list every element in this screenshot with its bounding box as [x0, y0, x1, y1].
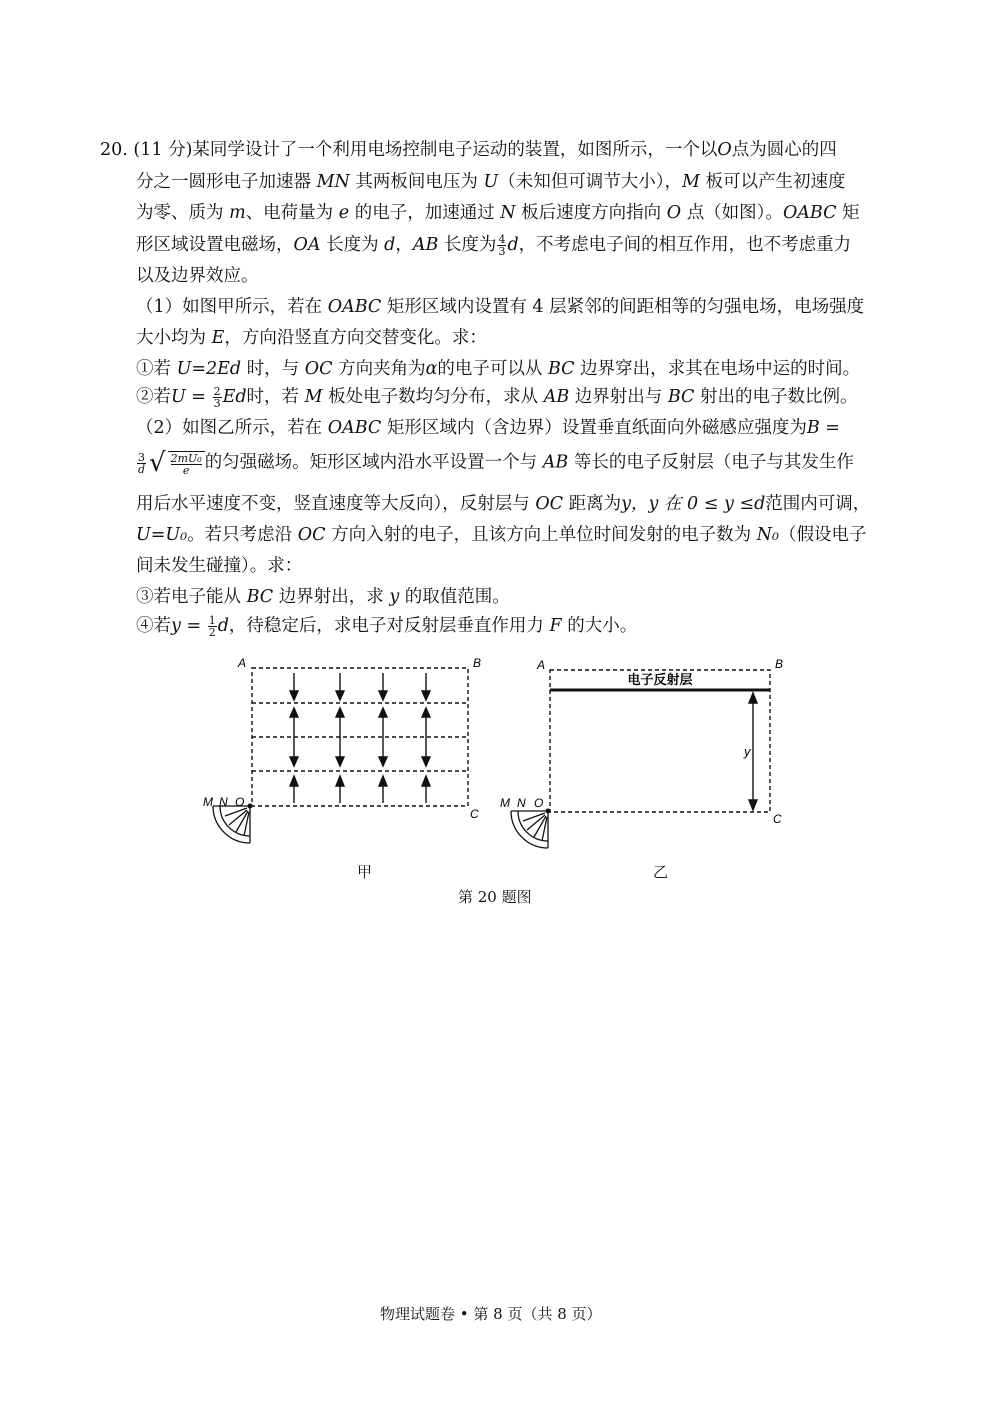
fraction-1-2: $\frac{1}{2}$: [208, 614, 216, 639]
label-a: A: [238, 656, 247, 670]
field-arrows: [290, 673, 430, 803]
reflection-layer-label: 电子反射层: [627, 672, 693, 687]
label-m: M: [203, 795, 213, 809]
question-line-4: 形区域设置电磁场，OA 长度为 d，AB 长度为 $\frac{4}{3}$ d，不考虑电子间的相互作用，也不考虑重力: [136, 233, 852, 258]
question-line-3: 为零、质为 m、电荷量为 e 的电子，加速通过 N 板后速度方向指向 O 点（如图）。OABC 矩: [136, 203, 860, 223]
label-o: O: [235, 795, 245, 809]
fraction-3-d: $\frac{3}{d}$: [137, 450, 146, 476]
part2-line-5: 间未发生碰撞）。求：: [136, 556, 303, 576]
part2-line-2: $\frac{3}{d}$ √ $\frac{\text{2mU₀}}{e}$ 的匀强磁场。矩形区域内沿水平设置一个与 AB 等长的电子反射层（电子与其发生作: [137, 448, 854, 478]
figure-jia: [195, 652, 495, 852]
accelerator-jia: [213, 806, 250, 843]
figure-label-jia: 甲: [357, 863, 373, 881]
sqrt-sign-icon: √: [149, 448, 166, 478]
fraction-2-3: $\frac{2}{3}$: [213, 385, 221, 410]
label-b-yi: B: [775, 657, 784, 671]
subquestion-3: ③若电子能从 BC 边界射出，求 y 的取值范围。: [136, 587, 510, 607]
page-footer: 物理试题卷 • 第 8 页（共 8 页）: [380, 1305, 602, 1323]
figure-label-yi: 乙: [653, 863, 669, 881]
label-m-yi: M: [500, 796, 510, 810]
subquestion-1: ①若 U=2Ed 时，与 OC 方向夹角为α的电子可以从 BC 边界穿出，求其在电场中运的时间。: [136, 359, 861, 379]
part2-line-1: （2）如图乙所示，若在 OABC 矩形区域内（含边界）设置垂直纸面向外磁感应强度为B =: [136, 418, 840, 438]
label-y: y: [744, 744, 751, 759]
figure-yi: [495, 652, 795, 852]
part2-line-3: 用后水平速度不变，竖直速度等大反向），反射层与 OC 距离为y，y 在 0 ≤ y ≤d范围内可调，: [136, 494, 871, 514]
question-line-1: 20. (11 分)某同学设计了一个利用电场控制电子运动的装置，如图所示，一个以O点为圆心的四: [100, 140, 837, 160]
question-line-2: 分之一圆形电子加速器 MN 其两板间电压为 U（未知但可调节大小），M 板可以产生初速度: [136, 172, 846, 192]
label-c: C: [470, 807, 479, 821]
label-n-yi: N: [517, 796, 526, 810]
part1-line-1: （1）如图甲所示，若在 OABC 矩形区域内设置有 4 层紧邻的间距相等的匀强电场，电场强度: [136, 297, 865, 317]
subquestion-4: ④若y = $\frac{1}{2}$ d，待稳定后，求电子对反射层垂直作用力 F 的大小。: [136, 614, 638, 639]
subquestion-2: ②若U = $\frac{2}{3}$ Ed时，若 M 板处电子数均匀分布，求从 AB 边界射出与 BC 射出的电子数比例。: [136, 385, 858, 410]
label-b: B: [473, 656, 482, 670]
label-a-yi: A: [537, 658, 546, 672]
question-number: 20.: [100, 140, 128, 160]
part1-line-2: 大小均为 E，方向沿竖直方向交替变化。求：: [136, 328, 487, 348]
label-n: N: [219, 795, 228, 809]
sqrt-expression: $\frac{\text{2mU₀}}{e}$: [168, 451, 205, 476]
accelerator-yi: [511, 811, 548, 848]
question-line-5: 以及边界效应。: [136, 266, 259, 286]
figure-caption: 第 20 题图: [458, 888, 532, 906]
label-c-yi: C: [773, 812, 782, 826]
fraction-4-3: $\frac{4}{3}$: [498, 233, 506, 258]
part2-line-4: U=U₀。若只考虑沿 OC 方向入射的电子，且该方向上单位时间发射的电子数为 N₀（假设电子: [136, 525, 867, 545]
field-region: [252, 668, 468, 806]
label-o-yi: O: [534, 796, 544, 810]
